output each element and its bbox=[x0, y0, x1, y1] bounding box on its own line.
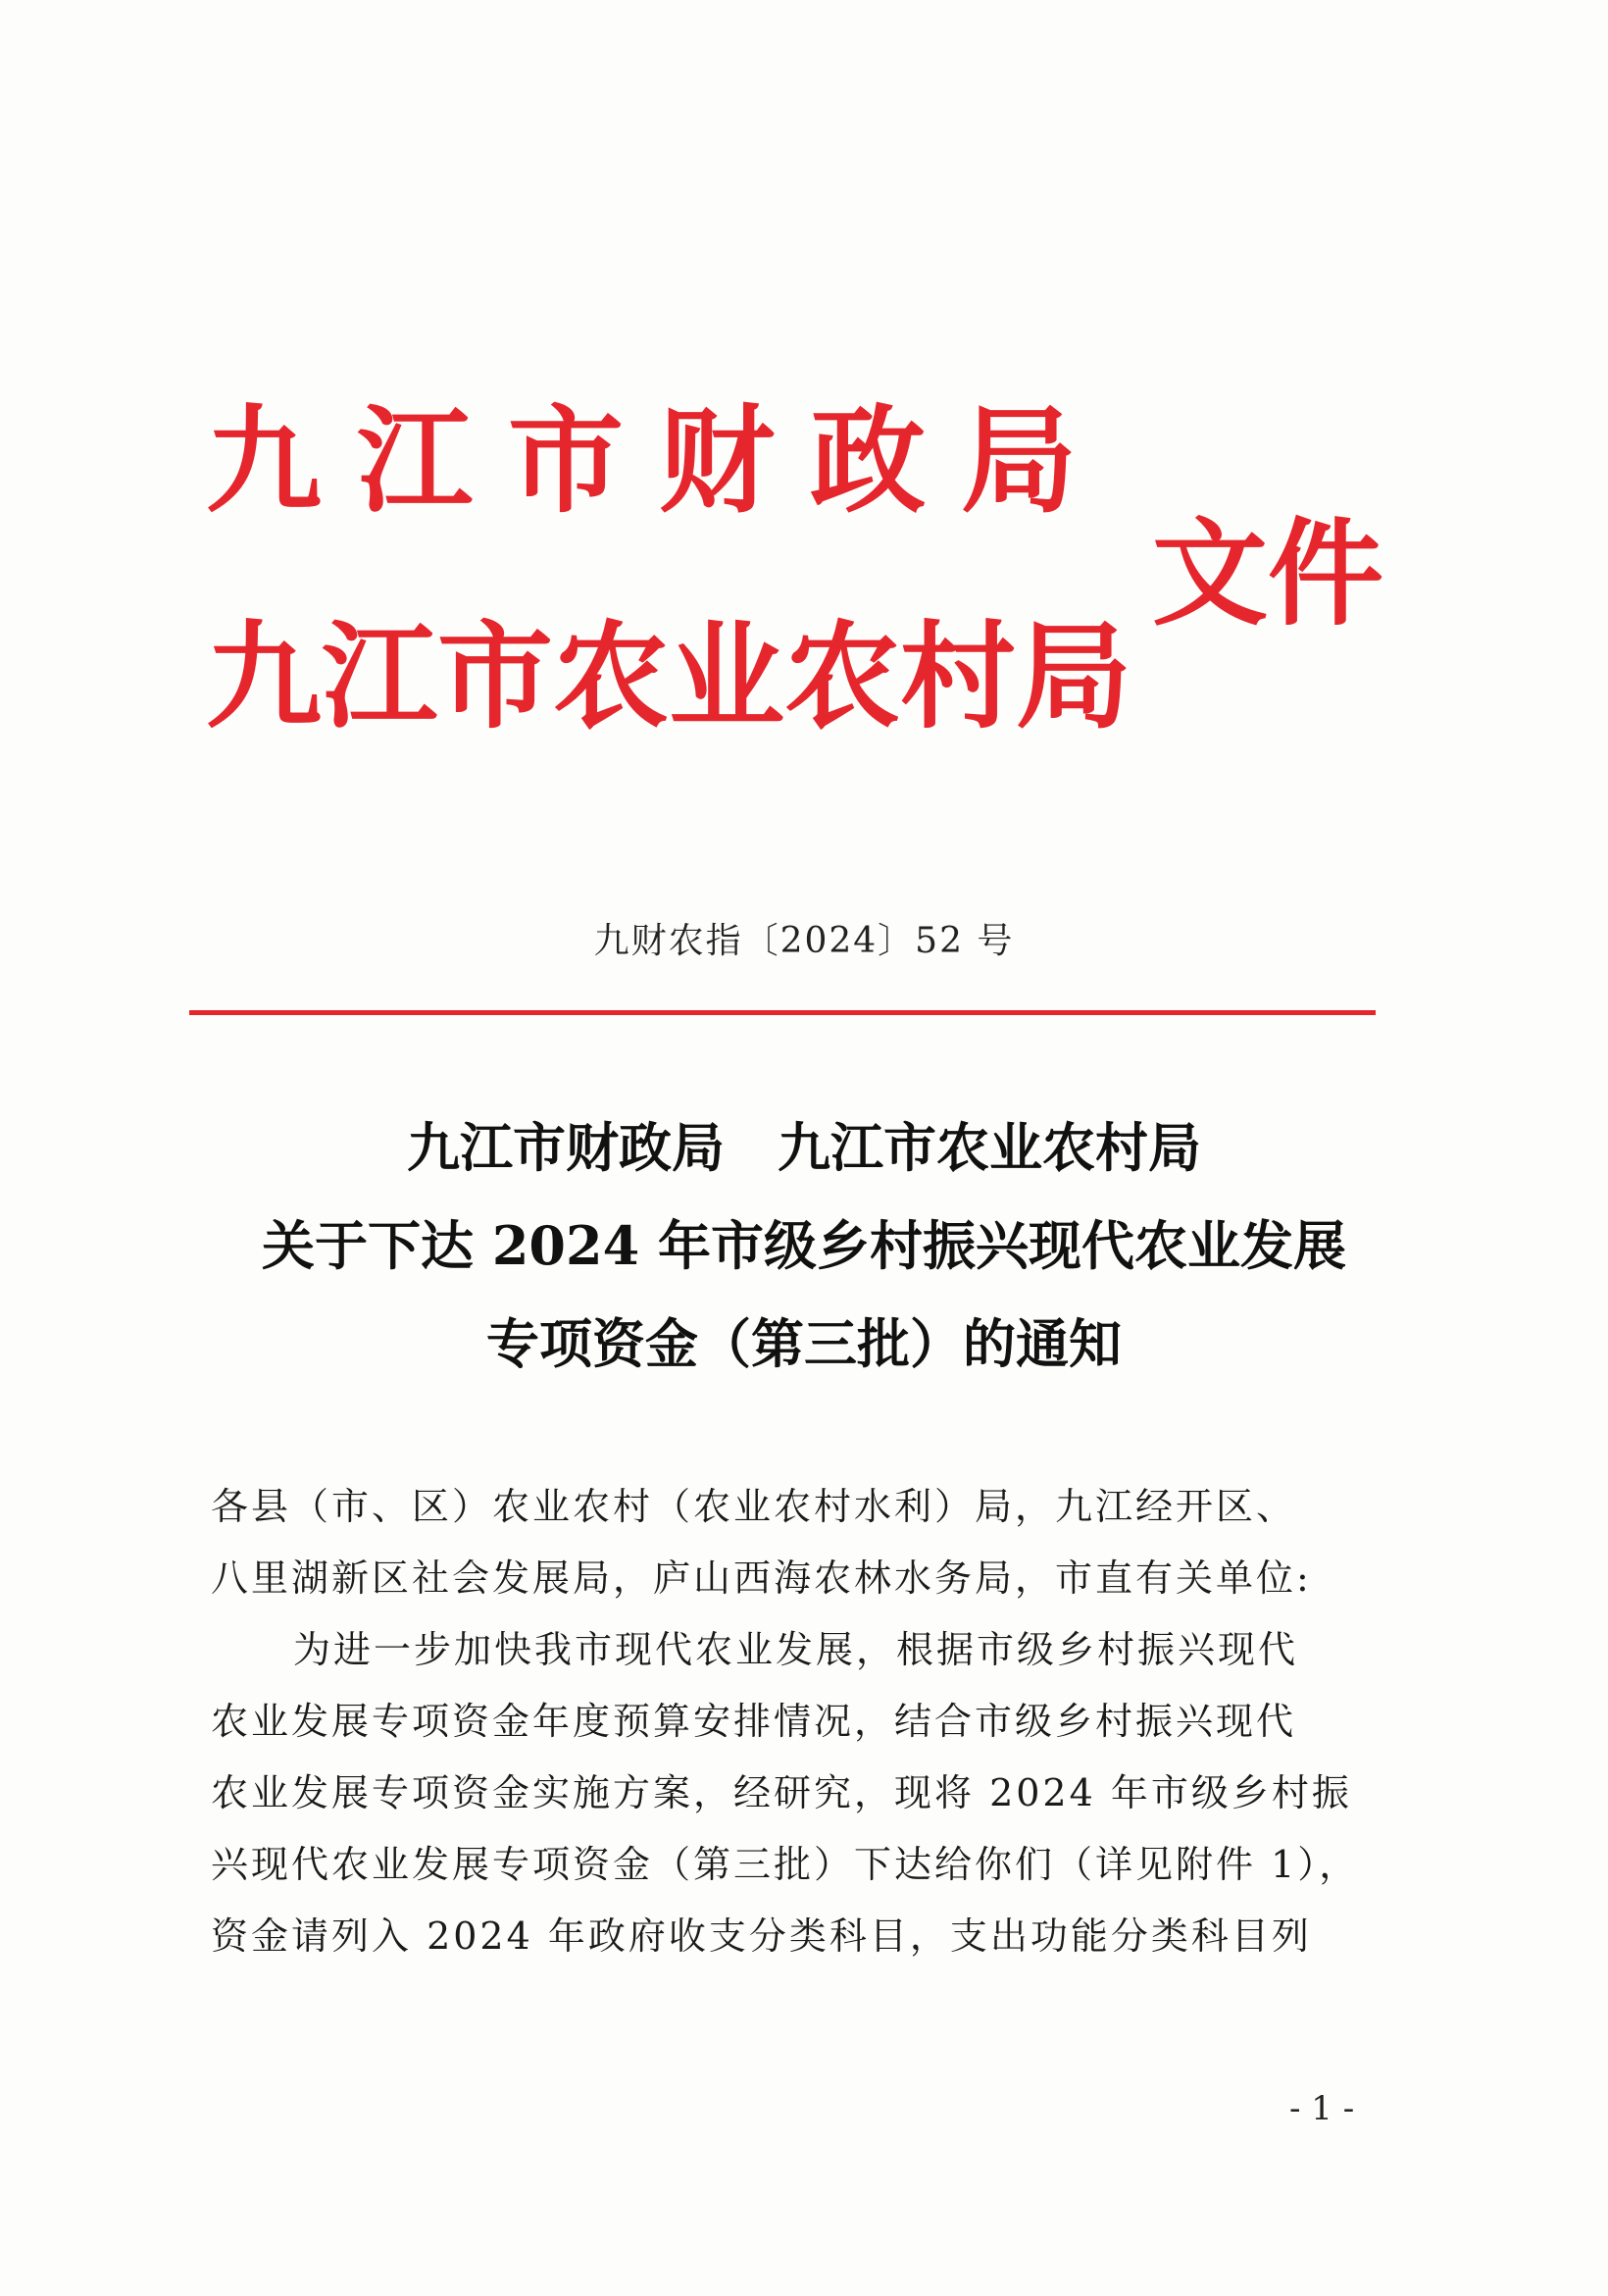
document-title bbox=[0, 1098, 1608, 1393]
document-number: 九财农指〔2024〕52 号 bbox=[593, 921, 1015, 961]
addressee-line-2: 八里湖新区社会发展局，庐山西海农林水务局，市直有关单位: bbox=[211, 1556, 1312, 1600]
issuer-finance-bureau: 九江市财政局 bbox=[206, 392, 1113, 529]
page-number: - 1 - bbox=[1289, 2089, 1355, 2128]
paragraph-line: 农业发展专项资金实施方案，经研究，现将 2024 年市级乡村振 bbox=[211, 1771, 1352, 1814]
red-divider-line bbox=[189, 1010, 1376, 1015]
addressee-line-1: 各县（市、区）农业农村（农业农村水利）局，九江经开区、 bbox=[211, 1485, 1297, 1528]
paragraph-line: 兴现代农业发展专项资金（第三批）下达给你们（详见附件 1）， bbox=[211, 1843, 1360, 1886]
paragraph-line: 为进一步加快我市现代农业发展，根据市级乡村振兴现代 bbox=[293, 1628, 1299, 1671]
title-line-3: 专项资金（第三批）的通知 bbox=[486, 1312, 1122, 1375]
issuer-document-suffix: 文件 bbox=[1152, 505, 1384, 641]
issuer-agriculture-bureau: 九江市农业农村局 bbox=[206, 608, 1132, 744]
paragraph-line: 资金请列入 2024 年政府收支分类科目，支出功能分类科目列 bbox=[211, 1914, 1312, 1958]
paragraph-line: 农业发展专项资金年度预算安排情况，结合市级乡村振兴现代 bbox=[211, 1700, 1297, 1743]
title-line-2: 关于下达 2024 年市级乡村振兴现代农业发展 bbox=[262, 1214, 1346, 1277]
title-line-1: 九江市财政局 九江市农业农村局 bbox=[407, 1116, 1201, 1179]
document-body bbox=[211, 1471, 1397, 1972]
